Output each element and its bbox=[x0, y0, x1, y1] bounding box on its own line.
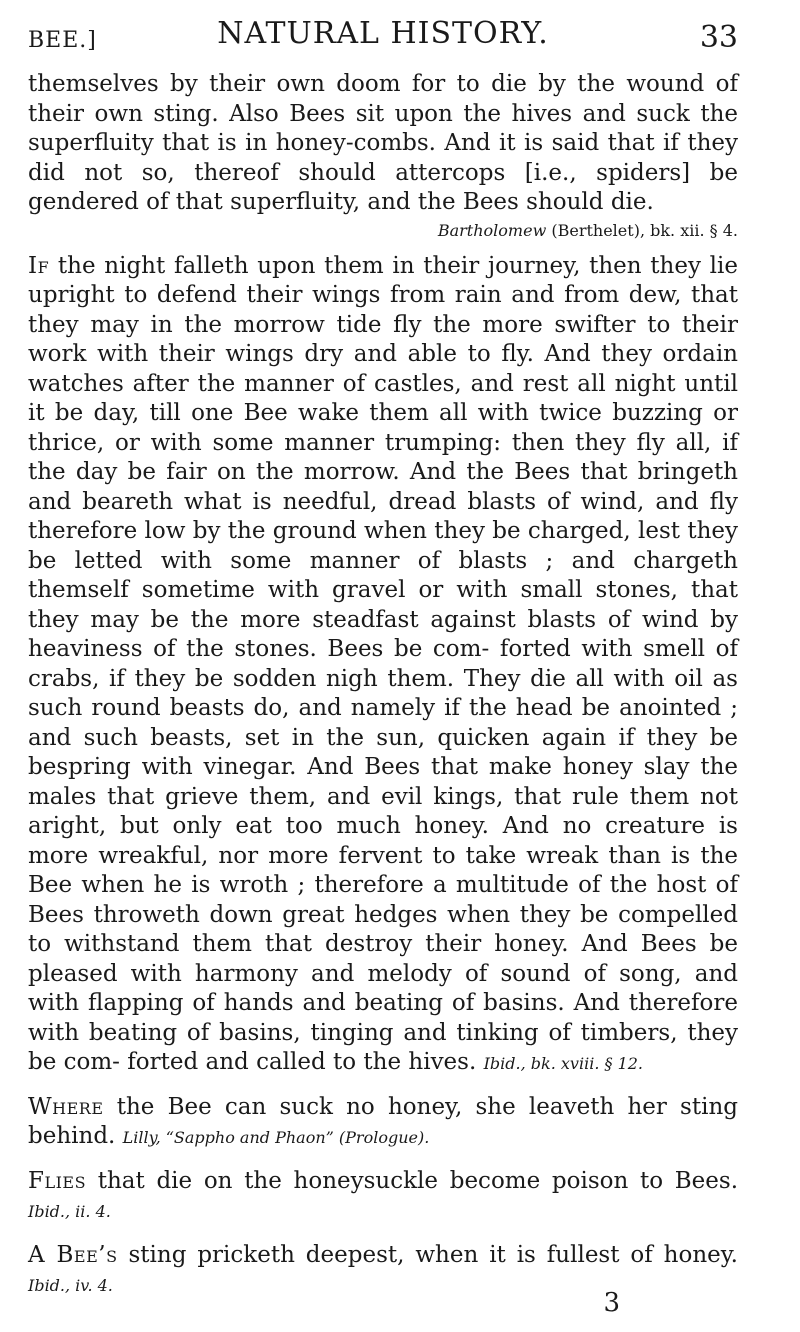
citation-2: Ibid., bk. xviii. § 12. bbox=[483, 1054, 644, 1073]
header-title: NATURAL HISTORY. bbox=[217, 16, 549, 51]
page-body bbox=[28, 70, 738, 1301]
paragraph-3 bbox=[28, 1093, 738, 1153]
paragraph-2-lead: If bbox=[28, 252, 50, 279]
paragraph-4 bbox=[28, 1167, 738, 1227]
paragraph-3-text: the Bee can suck no honey, she leaveth her sting behind. bbox=[28, 1093, 738, 1149]
paragraph-4-text: that die on the honeysuckle become poison to Bees. bbox=[97, 1167, 739, 1194]
paragraph-1 bbox=[28, 70, 738, 218]
citation-5: Ibid., iv. 4. bbox=[28, 1276, 113, 1295]
citation-1-rest: (Berthelet), bk. xii. § 4. bbox=[551, 220, 738, 240]
citation-3: Lilly, “Sappho and Phaon” (Prologue). bbox=[122, 1128, 430, 1147]
paragraph-5-lead: A Bee’s bbox=[28, 1241, 118, 1268]
running-header bbox=[28, 8, 738, 56]
citation-1 bbox=[28, 218, 738, 244]
citation-1-author: Bartholomew bbox=[437, 220, 547, 240]
paragraph-4-lead: Flies bbox=[28, 1167, 87, 1194]
paragraph-2-text: the night falleth upon them in their journey, then they lie upright to defend their wings from rain and from dew, that they may in the morrow tide fly the more swifter to their work with their wings dry and able to fly. And they ordain watches after the manner of castles, and rest all night until it be day, till one Bee wake them all with twice buzzing or thrice, or with some manner trumping: then they fly all, if the day be fair on the morrow. And the Bees that bringeth and beareth what is needful, dread blasts of wind, and fly therefore low by the ground when they be charged, lest they be letted with some manner of blasts ; and chargeth themself sometime with gravel or with small stones, that they may be the more steadfast against blasts of wind by heaviness of the stones. Bees be com- forted with smell of crabs, if they be sodden nigh them. They die all with oil as such round beasts do, and namely if the head be anointed ; and such beasts, set in the sun, quicken again if they be bespring with vinegar. And Bees that make honey slay the males that grieve them, and evil kings, that rule them not aright, but only eat too much honey. And no creature is more wreakful, nor more fervent to take wreak than is the Bee when he is wroth ; therefore a multitude of the host of Bees throweth down great hedges when they be compelled to withstand them that destroy their honey. And Bees be pleased with harmony and melody of sound of song, and with flapping of hands and beating of basins. And therefore with beating of basins, tinging and tinking of timbers, they be com- forted and called to the hives. bbox=[28, 252, 738, 1075]
paragraph-1-text: themselves by their own doom for to die by the wound of their own sting. Also Bees sit upon the hives and suck the superfluity that is in honey-combs. And it is said that if they did not so, thereof should attercops [i.e., spiders] be gendered of that superfluity, and the Bees should die. bbox=[28, 71, 738, 215]
citation-4: Ibid., ii. 4. bbox=[28, 1202, 111, 1221]
paragraph-5-text: sting pricketh deepest, when it is fullest of honey. bbox=[128, 1241, 738, 1268]
header-section-label: BEE.] bbox=[28, 28, 97, 53]
page-number: 3 bbox=[603, 1288, 620, 1318]
paragraph-3-lead: Where bbox=[28, 1093, 104, 1120]
header-page-number: 33 bbox=[699, 20, 738, 55]
paragraph-2 bbox=[28, 252, 738, 1079]
